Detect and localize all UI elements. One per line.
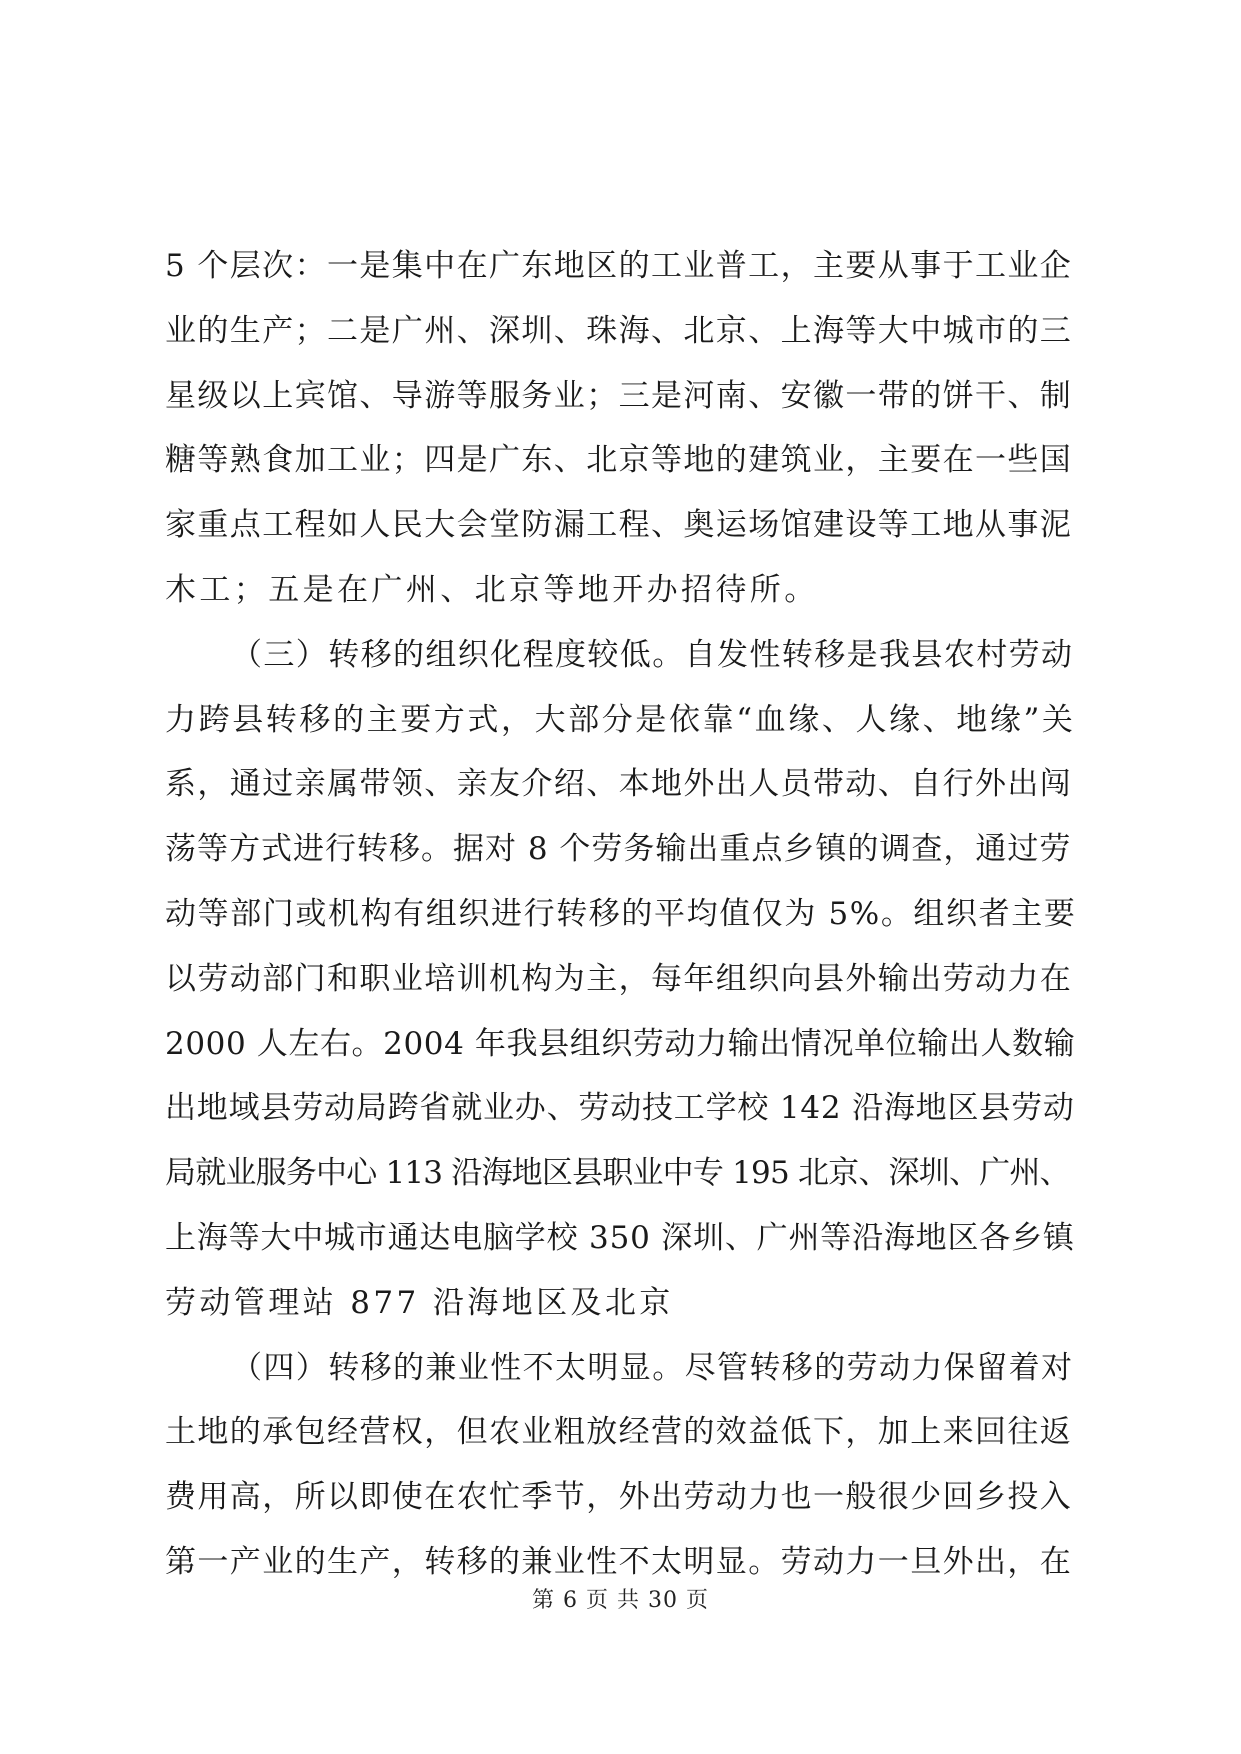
text-line: 糖等熟食加工业；四是广东、北京等地的建筑业，主要在一些国: [165, 442, 1073, 479]
text-line: 木工；五是在广州、北京等地开办招待所。: [165, 571, 819, 608]
text-line: 业的生产；二是广州、深圳、珠海、北京、上海等大中城市的三: [165, 312, 1073, 349]
text-line: 力跨县转移的主要方式，大部分是依靠“血缘、人缘、地缘”关: [165, 701, 1076, 738]
text-line: （四）转移的兼业性不太明显。尽管转移的劳动力保留着对: [231, 1349, 1074, 1386]
text-line: 第一产业的生产，转移的兼业性不太明显。劳动力一旦外出，在: [165, 1543, 1073, 1580]
text-line: 土地的承包经营权，但农业粗放经营的效益低下，加上来回往返: [165, 1414, 1073, 1451]
text-line: 荡等方式进行转移。据对 8 个劳务输出重点乡镇的调查，通过劳: [165, 831, 1072, 868]
text-line: 上海等大中城市通达电脑学校 350 深圳、广州等沿海地区各乡镇: [165, 1219, 1075, 1256]
text-line: 2000 人左右。2004 年我县组织劳动力输出情况单位输出人数输: [165, 1025, 1076, 1062]
text-line: 动等部门或机构有组织进行转移的平均值仅为 5%。组织者主要: [165, 895, 1077, 932]
text-line: 劳动管理站 877 沿海地区及北京: [165, 1284, 674, 1321]
text-line: 费用高，所以即使在农忙季节，外出劳动力也一般很少回乡投入: [165, 1479, 1073, 1516]
text-line: 出地域县劳动局跨省就业办、劳动技工学校 142 沿海地区县劳动: [165, 1090, 1075, 1127]
text-line: 星级以上宾馆、导游等服务业；三是河南、安徽一带的饼干、制: [165, 377, 1073, 414]
text-line: 局就业服务中心 113 沿海地区县职业中专 195 北京、深圳、广州、: [165, 1155, 1070, 1192]
text-line: 系，通过亲属带领、亲友介绍、本地外出人员带动、自行外出闯: [165, 766, 1073, 803]
page-footer: 第 6 页 共 30 页: [532, 1588, 709, 1613]
body-text: [165, 234, 1076, 1595]
text-line: 家重点工程如人民大会堂防漏工程、奥运场馆建设等工地从事泥: [165, 507, 1073, 544]
text-line: 5 个层次：一是集中在广东地区的工业普工，主要从事于工业企: [165, 248, 1073, 284]
text-line: （三）转移的组织化程度较低。自发性转移是我县农村劳动: [231, 636, 1074, 673]
text-line: 以劳动部门和职业培训机构为主，每年组织向县外输出劳动力在: [165, 960, 1073, 997]
